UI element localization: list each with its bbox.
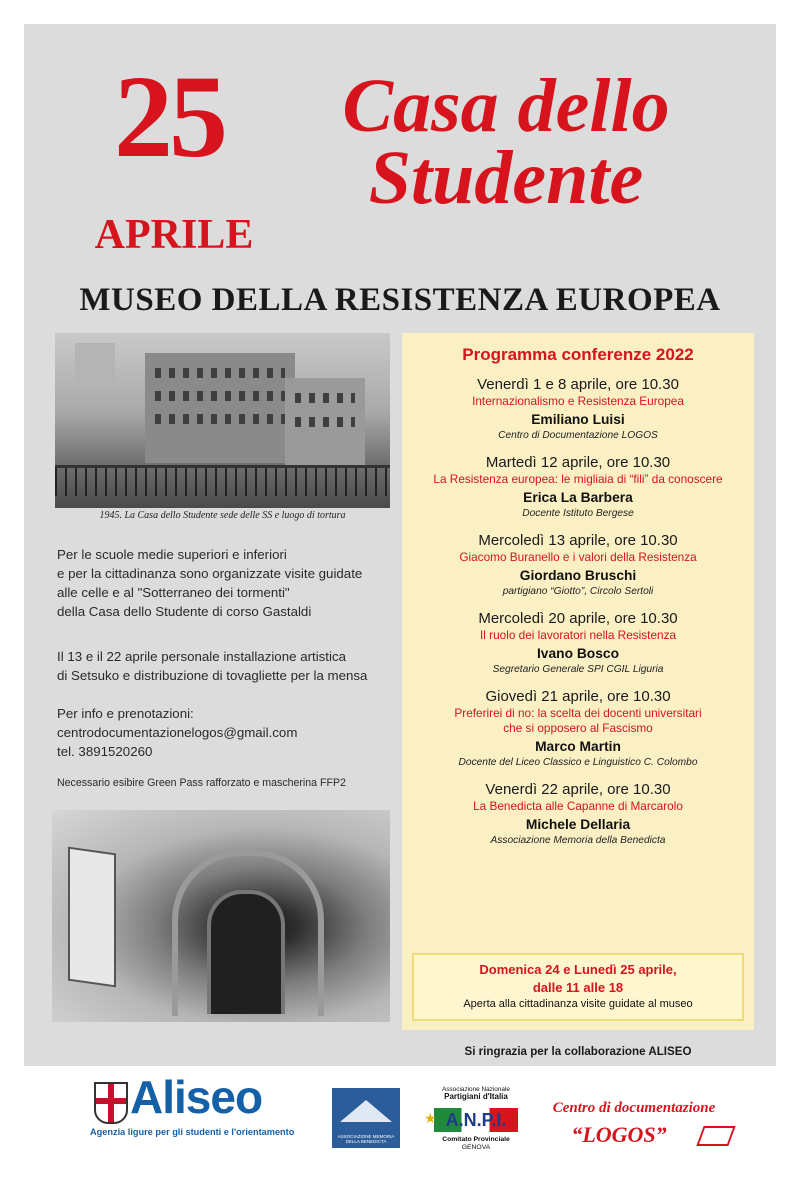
tunnel-photo (52, 810, 390, 1022)
aliseo-tagline: Agenzia ligure per gli studenti e l'orientamento (90, 1127, 295, 1137)
event-speaker: Michele Dellaria (525, 817, 631, 832)
event-item (402, 453, 754, 521)
program-title: Programma conferenze 2022 (462, 345, 694, 364)
info-line: e per la cittadinanza sono organizzate visite guidate (57, 566, 363, 581)
event-speaker: Erica La Barbera (523, 490, 633, 505)
liguria-shield-icon (94, 1082, 128, 1124)
info-line: Per le scuole medie superiori e inferiori (57, 547, 287, 562)
anpi-top-line: Associazione Nazionale (442, 1086, 510, 1093)
event-date: Martedì 12 aprile, ore 10.30 (485, 454, 671, 471)
benedicta-logo (332, 1088, 400, 1148)
event-speaker: Emiliano Luisi (531, 412, 625, 427)
title-line-2: Studente (368, 136, 644, 221)
contact-phone[interactable]: tel. 3891520260 (57, 744, 153, 759)
event-topic: Internazionalismo e Resistenza Europea (472, 394, 684, 408)
star-icon: ★ (424, 1110, 437, 1126)
month-label: APRILE (94, 212, 254, 258)
event-topic: Preferirei di no: la scelta dei docenti universitari che si opposero al Fascismo (454, 706, 702, 735)
anpi-association (426, 1086, 526, 1100)
historic-building-photo (55, 333, 390, 508)
event-date: Venerdì 1 e 8 aprile, ore 10.30 (477, 376, 679, 393)
installation-paragraph (57, 647, 397, 685)
info-line: Il 13 e il 22 aprile personale installazione artistica (57, 649, 346, 664)
anpi-city-line: GENOVA (461, 1144, 491, 1151)
title-line-1: Casa dello (342, 64, 670, 148)
benedicta-logo-text: ASSOCIAZIONE MEMORIA DELLA BENEDICTA (337, 1134, 395, 1144)
photo-caption: 1945. La Casa dello Studente sede delle SS e luogo di tortura (99, 510, 346, 521)
event-item (402, 531, 754, 599)
open-days-hours: dalle 11 alle 18 (532, 980, 624, 995)
anpi-top-line-bold: Partigiani d'Italia (444, 1092, 508, 1101)
anpi-logo: A.N.P.I. (445, 1110, 507, 1130)
aliseo-logo: Aliseo (130, 1071, 263, 1123)
info-line: della Casa dello Studente di corso Gastaldi (57, 604, 312, 619)
event-role: partigiano “Giotto”, Circolo Sertoli (502, 586, 654, 597)
open-days-dates: Domenica 24 e Lunedì 25 aprile, (479, 962, 677, 977)
open-days-box (412, 953, 744, 1021)
event-speaker: Marco Martin (535, 739, 621, 754)
visits-paragraph (57, 545, 397, 621)
event-date: Mercoledì 13 aprile, ore 10.30 (478, 532, 678, 549)
green-pass-note: Necessario esibire Green Pass rafforzato e mascherina FFP2 (57, 777, 346, 789)
conference-program (402, 333, 754, 1030)
event-topic: La Benedicta alle Capanne di Marcarolo (473, 799, 683, 813)
event-date: Venerdì 22 aprile, ore 10.30 (485, 781, 671, 798)
mountain-icon (340, 1100, 392, 1122)
event-role: Segretario Generale SPI CGIL Liguria (492, 664, 664, 675)
event-role: Centro di Documentazione LOGOS (498, 430, 658, 441)
sponsor-logos (24, 1070, 776, 1180)
acknowledgement: Si ringrazia per la collaborazione ALISEO (464, 1045, 692, 1058)
event-speaker: Ivano Bosco (536, 646, 620, 661)
museum-subtitle: MUSEO DELLA RESISTENZA EUROPEA (79, 282, 721, 318)
event-topic: Il ruolo dei lavoratori nella Resistenza (479, 628, 677, 642)
poster-title (266, 64, 746, 221)
day-number: 25 (114, 51, 224, 182)
event-role: Docente del Liceo Classico e Linguistico C. Colombo (458, 757, 698, 768)
event-date: Giovedì 21 aprile, ore 10.30 (485, 688, 671, 705)
logos-logo: “LOGOS” (571, 1122, 667, 1147)
logos-org-label: Centro di documentazione (552, 1100, 716, 1116)
anpi-committee (426, 1136, 526, 1152)
info-line: alle celle e al "Sotterraneo dei tormenti" (57, 585, 290, 600)
event-item (402, 609, 754, 677)
contact-email[interactable]: centrodocumentazionelogos@gmail.com (57, 725, 298, 740)
event-topic: La Resistenza europea: le migliaia di “fili” da conoscere (433, 472, 723, 486)
event-topic: Giacomo Buranello e i valori della Resistenza (459, 550, 697, 564)
event-speaker: Giordano Bruschi (519, 568, 637, 583)
info-line: di Setsuko e distribuzione di tovagliette per la mensa (57, 668, 368, 683)
contact-label: Per info e prenotazioni: (57, 706, 194, 721)
event-item (402, 687, 754, 770)
book-icon (696, 1126, 735, 1146)
event-role: Docente Istituto Bergese (522, 508, 634, 519)
open-days-note: Aperta alla cittadinanza visite guidate al museo (463, 998, 693, 1010)
event-role: Associazione Memoria della Benedicta (490, 835, 666, 846)
event-date: Mercoledì 20 aprile, ore 10.30 (478, 610, 678, 627)
anpi-committee-line: Comitato Provinciale (442, 1136, 510, 1143)
event-item (402, 375, 754, 443)
contact-block (57, 704, 397, 761)
event-item (402, 780, 754, 848)
